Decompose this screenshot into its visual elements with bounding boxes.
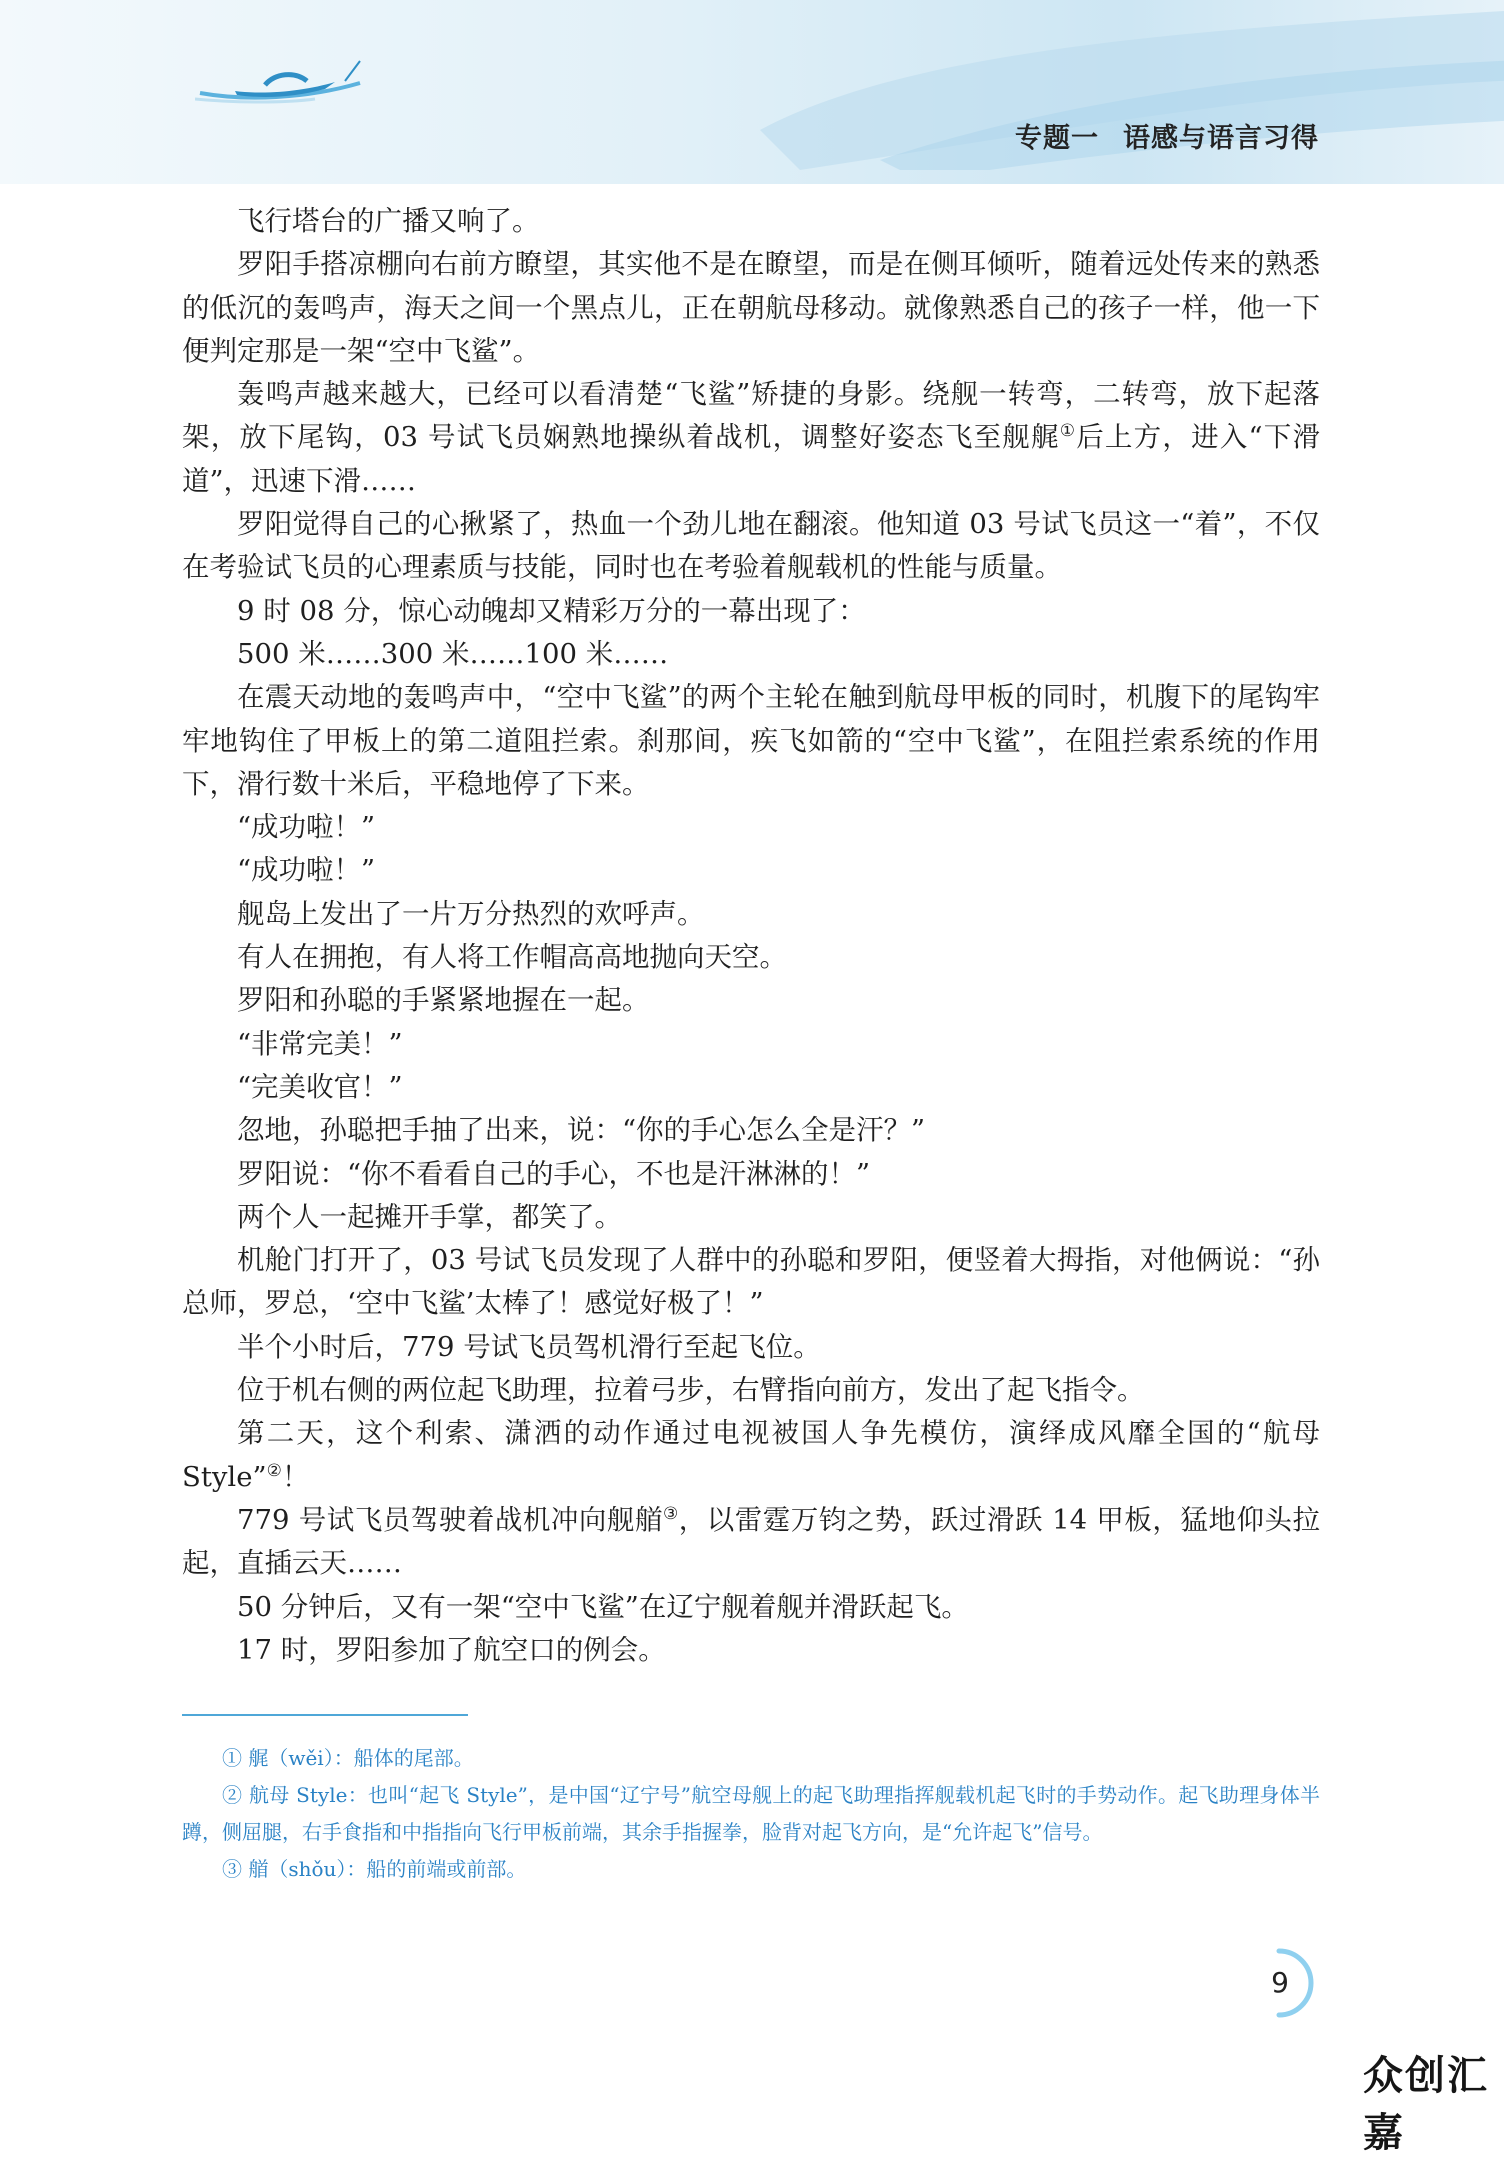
paragraph: 两个人一起摊开手掌，都笑了。 — [237, 1200, 622, 1233]
chapter-header — [1015, 116, 1319, 155]
paragraph: “成功啦！” — [237, 811, 376, 844]
paragraph: 轰鸣声越来越大，已经可以看清楚“飞鲨”矫捷的身影。绕舰一转弯，二转弯，放下起落架，放下尾钩，03 号试飞员娴熟地操纵着战机，调整好姿态飞至舰艉①后上方，进入“下滑道”，迅速下滑…… — [182, 378, 1320, 497]
paragraph: 飞行塔台的广播又响了。 — [237, 205, 540, 237]
paragraph: 半个小时后，779 号试飞员驾机滑行至起飞位。 — [237, 1330, 821, 1363]
paragraph: “成功啦！” — [237, 854, 376, 887]
paragraph: 机舱门打开了，03 号试飞员发现了人群中的孙聪和罗阳，便竖着大拇指，对他俩说：“孙总师，罗总，‘空中飞鲨’太棒了！感觉好极了！” — [182, 1244, 1320, 1320]
paragraph: 位于机右侧的两位起飞助理，拉着弓步，右臂指向前方，发出了起飞指令。 — [237, 1374, 1145, 1407]
watermark: 众创汇嘉 — [1363, 2053, 1489, 2156]
paragraph: 在震天动地的轰鸣声中，“空中飞鲨”的两个主轮在触到航母甲板的同时，机腹下的尾钩牢牢地钩住了甲板上的第二道阻拦索。刹那间，疾飞如箭的“空中飞鲨”，在阻拦索系统的作用下，滑行数十米后，平稳地停了下来。 — [182, 681, 1320, 800]
paragraph: 罗阳说：“你不看看自己的手心，不也是汗淋淋的！” — [237, 1157, 871, 1190]
story-body — [182, 200, 1320, 1672]
footnote: ③ 艏（shǒu）：船的前端或前部。 — [222, 1857, 527, 1881]
paragraph: 779 号试飞员驾驶着战机冲向舰艏③，以雷霆万钧之势，跃过滑跃 14 甲板，猛地仰头拉起，直插云天…… — [182, 1503, 1320, 1580]
footnote-divider — [182, 1714, 468, 1716]
paragraph: 罗阳和孙聪的手紧紧地握在一起。 — [237, 984, 650, 1017]
footnote-ref: ② — [266, 1460, 282, 1481]
boat-icon — [195, 55, 365, 105]
paragraph: 舰岛上发出了一片万分热烈的欢呼声。 — [237, 897, 705, 930]
paragraph: 罗阳觉得自己的心揪紧了，热血一个劲儿地在翻滚。他知道 03 号试飞员这一“着”，不仅在考验试飞员的心理素质与技能，同时也在考验着舰载机的性能与质量。 — [182, 508, 1320, 584]
chapter-part: 专题一 — [1015, 123, 1099, 154]
paragraph: 罗阳手搭凉棚向右前方瞭望，其实他不是在瞭望，而是在侧耳倾听，随着远处传来的熟悉的低沉的轰鸣声，海天之间一个黑点儿，正在朝航母移动。就像熟悉自己的孩子一样，他一下便判定那是一架“空中飞鲨”。 — [182, 248, 1320, 367]
paragraph: 忽地，孙聪把手抽了出来，说：“你的手心怎么全是汗？” — [237, 1114, 926, 1147]
footnote: ② 航母 Style：也叫“起飞 Style”，是中国“辽宁号”航空母舰上的起飞助理指挥舰载机起飞时的手势动作。起飞助理身体半蹲，侧屈腿，右手食指和中指指向飞行甲板前端，其余手指握拳，脸背对起飞方向，是“允许起飞”信号。 — [182, 1783, 1320, 1844]
paragraph: 500 米……300 米……100 米…… — [237, 637, 669, 670]
paragraph: 17 时，罗阳参加了航空口的例会。 — [237, 1633, 666, 1666]
page-number-text: 9 — [1271, 1966, 1289, 1999]
paragraph: “非常完美！” — [237, 1027, 403, 1060]
chapter-title: 语感与语言习得 — [1123, 123, 1319, 154]
paragraph: 有人在拥抱，有人将工作帽高高地抛向天空。 — [237, 941, 787, 974]
footnotes — [182, 1740, 1320, 1888]
footnote-ref: ③ — [662, 1503, 679, 1524]
paragraph: 50 分钟后，又有一架“空中飞鲨”在辽宁舰着舰并滑跃起飞。 — [237, 1590, 969, 1623]
page-number — [1249, 1947, 1321, 2019]
header-banner — [0, 0, 1504, 184]
footnote: ① 艉（wěi）：船体的尾部。 — [222, 1746, 474, 1770]
footnote-ref: ① — [1059, 421, 1077, 442]
paragraph: “完美收官！” — [237, 1070, 403, 1103]
paragraph: 9 时 08 分，惊心动魄却又精彩万分的一幕出现了： — [237, 594, 866, 627]
paragraph: 第二天，这个利索、潇洒的动作通过电视被国人争先模仿，演绎成风靡全国的“航母Style”②！ — [182, 1417, 1320, 1493]
